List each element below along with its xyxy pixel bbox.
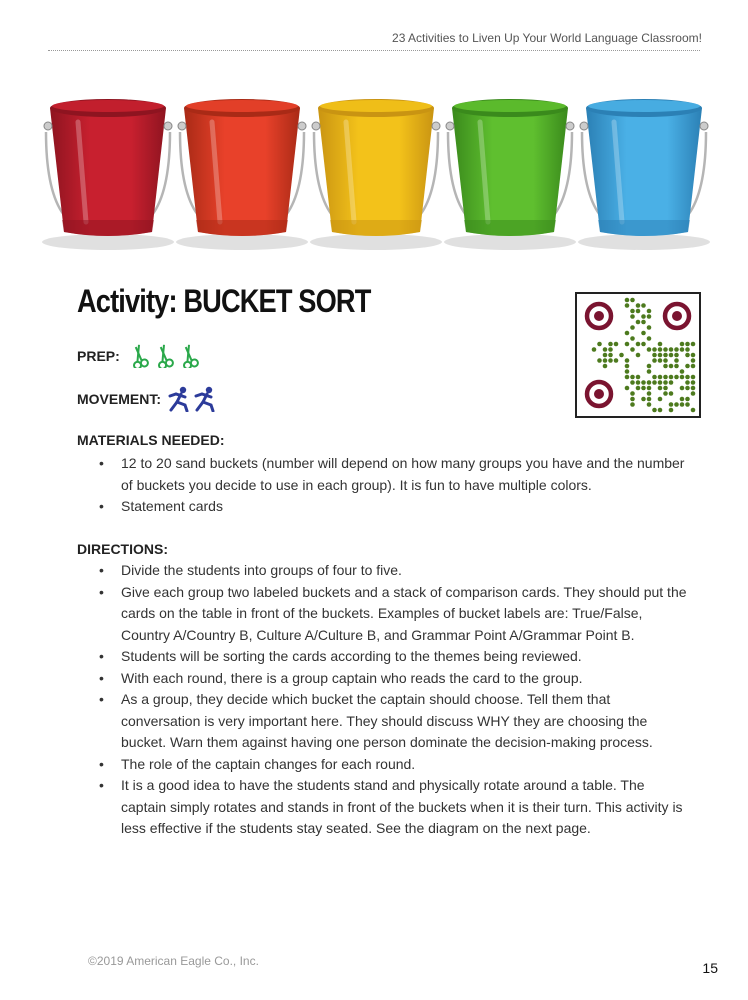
directions-list xyxy=(97,560,687,840)
bucket xyxy=(176,99,308,250)
list-item: • Statement cards xyxy=(97,496,687,518)
movement-label: MOVEMENT: xyxy=(77,391,161,407)
activity-title: Activity: BUCKET SORT xyxy=(77,283,371,319)
list-item: • 12 to 20 sand buckets (number will depend on how many groups you have and the number of buckets you decide to use in each group). It is fun to have multiple colors. xyxy=(97,453,687,496)
copyright: ©2019 American Eagle Co., Inc. xyxy=(88,954,259,968)
scissors-icon xyxy=(124,344,204,368)
list-item: • The role of the captain changes for each round. xyxy=(97,754,687,776)
page-number: 15 xyxy=(702,960,718,976)
list-item: • As a group, they decide which bucket the captain should choose. Tell them that conversation is very important here. They should discuss WHY they are choosing the bucket. Warn them against having one person dominate the decision-making process. xyxy=(97,689,687,754)
directions-heading: DIRECTIONS: xyxy=(77,541,168,557)
bucket xyxy=(578,99,710,250)
materials-list xyxy=(97,453,687,518)
prep-row xyxy=(77,344,204,368)
list-item: • Divide the students into groups of four to five. xyxy=(97,560,687,582)
movement-runner-icons xyxy=(165,386,221,412)
bucket xyxy=(310,99,442,250)
qr-code[interactable] xyxy=(575,292,701,418)
list-item: • Give each group two labeled buckets and a stack of comparison cards. They should put the cards on the table in front of the buckets. Examples of bucket labels are: True/False, Country A/Country B, Culture A/Culture B, and Grammar Point A/Grammar Point B. xyxy=(97,582,687,647)
buckets-image xyxy=(30,92,720,252)
materials-heading: MATERIALS NEEDED: xyxy=(77,432,225,448)
running-person-icon xyxy=(165,386,221,412)
header-divider xyxy=(48,50,700,51)
movement-row xyxy=(77,386,221,412)
prep-scissors-icons xyxy=(124,344,204,368)
list-item: • It is a good idea to have the students stand and physically rotate around a table. The captain simply rotates and stands in front of the buckets when it is their turn. This activity is less effective if the students stay seated. See the diagram on the next page. xyxy=(97,775,687,840)
list-item: • Students will be sorting the cards according to the themes being reviewed. xyxy=(97,646,687,668)
qr-code-icon xyxy=(577,294,699,416)
running-header: 23 Activities to Liven Up Your World Language Classroom! xyxy=(392,31,702,45)
bucket xyxy=(444,99,576,250)
list-item: • With each round, there is a group captain who reads the card to the group. xyxy=(97,668,687,690)
prep-label: PREP: xyxy=(77,348,120,364)
bucket xyxy=(42,99,174,250)
